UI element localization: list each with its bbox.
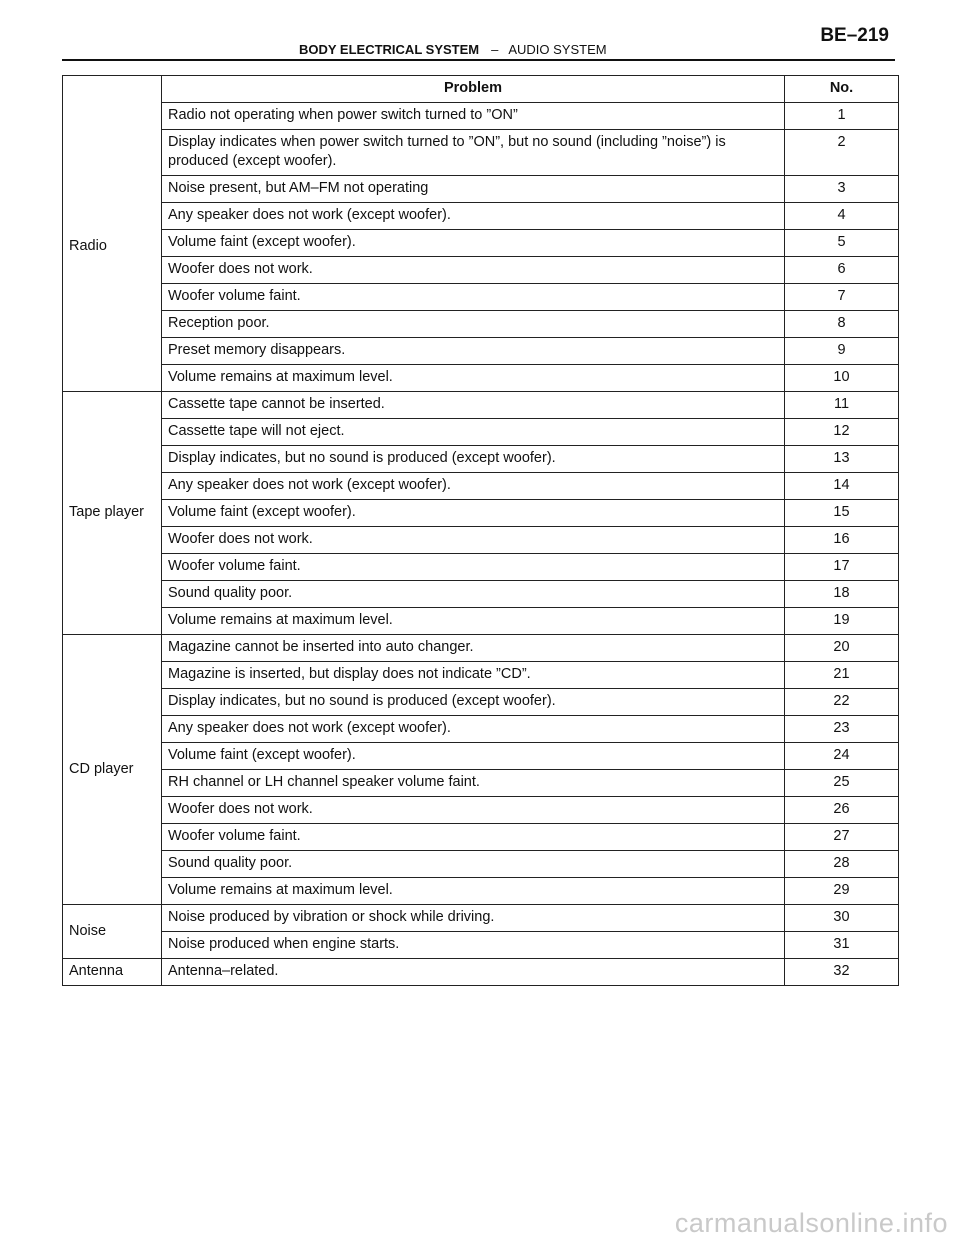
problem-cell: Cassette tape cannot be inserted.	[162, 392, 785, 419]
problem-symptoms-table	[62, 75, 899, 986]
problem-number-cell: 28	[785, 851, 899, 878]
problem-number-cell: 8	[785, 311, 899, 338]
table-row	[63, 905, 899, 932]
category-cell: Antenna	[63, 959, 162, 986]
problem-number-cell: 7	[785, 284, 899, 311]
problem-cell: Display indicates, but no sound is produced (except woofer).	[162, 446, 785, 473]
problem-number-cell: 14	[785, 473, 899, 500]
problem-cell: Cassette tape will not eject.	[162, 419, 785, 446]
table-row	[63, 311, 899, 338]
problem-cell: Volume remains at maximum level.	[162, 365, 785, 392]
problem-number-cell: 17	[785, 554, 899, 581]
problem-cell: Display indicates, but no sound is produced (except woofer).	[162, 689, 785, 716]
problem-cell: Preset memory disappears.	[162, 338, 785, 365]
table-row	[63, 797, 899, 824]
page-number: BE–219	[820, 25, 889, 46]
problem-cell: Noise produced when engine starts.	[162, 932, 785, 959]
problem-number-cell: 2	[785, 130, 899, 176]
table-row	[63, 770, 899, 797]
problem-number-cell: 32	[785, 959, 899, 986]
problem-cell: Noise produced by vibration or shock while driving.	[162, 905, 785, 932]
table-row	[63, 203, 899, 230]
problem-number-cell: 11	[785, 392, 899, 419]
table-row	[63, 743, 899, 770]
problem-number-cell: 13	[785, 446, 899, 473]
problem-cell: Magazine cannot be inserted into auto changer.	[162, 635, 785, 662]
problem-cell: Sound quality poor.	[162, 581, 785, 608]
table-row	[63, 878, 899, 905]
problem-cell: Volume faint (except woofer).	[162, 500, 785, 527]
table-row	[63, 608, 899, 635]
problem-cell: Antenna–related.	[162, 959, 785, 986]
problem-cell: Woofer volume faint.	[162, 824, 785, 851]
running-header	[299, 42, 607, 57]
category-cell: Noise	[63, 905, 162, 959]
problem-number-cell: 1	[785, 103, 899, 130]
problem-cell: Volume faint (except woofer).	[162, 230, 785, 257]
category-cell: CD player	[63, 635, 162, 905]
problem-number-cell: 18	[785, 581, 899, 608]
table-row	[63, 554, 899, 581]
table-row	[63, 716, 899, 743]
problem-number-cell: 9	[785, 338, 899, 365]
table-row	[63, 257, 899, 284]
problem-number-cell: 27	[785, 824, 899, 851]
table-row	[63, 473, 899, 500]
problem-cell: Woofer does not work.	[162, 257, 785, 284]
problem-cell: Woofer does not work.	[162, 797, 785, 824]
problem-number-cell: 4	[785, 203, 899, 230]
problem-number-cell: 16	[785, 527, 899, 554]
problem-number-cell: 6	[785, 257, 899, 284]
problem-number-cell: 24	[785, 743, 899, 770]
problem-cell: Volume remains at maximum level.	[162, 608, 785, 635]
table-row	[63, 500, 899, 527]
problem-cell: Any speaker does not work (except woofer).	[162, 473, 785, 500]
problem-cell: Any speaker does not work (except woofer).	[162, 716, 785, 743]
table-row	[63, 230, 899, 257]
table-row	[63, 527, 899, 554]
problem-number-cell: 22	[785, 689, 899, 716]
problem-cell: Woofer volume faint.	[162, 554, 785, 581]
problem-number-cell: 21	[785, 662, 899, 689]
table-row	[63, 392, 899, 419]
problem-cell: Volume faint (except woofer).	[162, 743, 785, 770]
table-row	[63, 365, 899, 392]
problem-cell: Woofer does not work.	[162, 527, 785, 554]
problem-number-cell: 30	[785, 905, 899, 932]
problem-cell: Volume remains at maximum level.	[162, 878, 785, 905]
category-header-cell	[63, 76, 162, 103]
problem-cell: Sound quality poor.	[162, 851, 785, 878]
problem-number-cell: 31	[785, 932, 899, 959]
problem-number-cell: 20	[785, 635, 899, 662]
table-row	[63, 338, 899, 365]
table-row	[63, 581, 899, 608]
section-title: AUDIO SYSTEM	[508, 42, 607, 57]
table-row	[63, 662, 899, 689]
problem-number-cell: 25	[785, 770, 899, 797]
problem-cell: Woofer volume faint.	[162, 284, 785, 311]
table-row	[63, 824, 899, 851]
table-row	[63, 689, 899, 716]
problem-column-header: Problem	[162, 76, 785, 103]
problem-cell: Any speaker does not work (except woofer).	[162, 203, 785, 230]
system-title: BODY ELECTRICAL SYSTEM	[299, 42, 480, 57]
problem-cell: Reception poor.	[162, 311, 785, 338]
problem-number-cell: 10	[785, 365, 899, 392]
problem-number-cell: 23	[785, 716, 899, 743]
problem-cell: RH channel or LH channel speaker volume faint.	[162, 770, 785, 797]
table-row	[63, 851, 899, 878]
number-column-header: No.	[785, 76, 899, 103]
problem-number-cell: 12	[785, 419, 899, 446]
category-cell: Tape player	[63, 392, 162, 635]
table-row	[63, 419, 899, 446]
problem-number-cell: 3	[785, 176, 899, 203]
category-cell: Radio	[63, 103, 162, 392]
table-header-row	[63, 76, 899, 103]
table-body	[63, 103, 899, 986]
problem-number-cell: 15	[785, 500, 899, 527]
table-row	[63, 959, 899, 986]
problem-cell: Noise present, but AM–FM not operating	[162, 176, 785, 203]
watermark: carmanualsonline.info	[674, 1208, 948, 1238]
table-row	[63, 284, 899, 311]
table-row	[63, 103, 899, 130]
table-row	[63, 635, 899, 662]
table-row	[63, 932, 899, 959]
table-row	[63, 446, 899, 473]
problem-number-cell: 29	[785, 878, 899, 905]
table-row	[63, 130, 899, 176]
table-row	[63, 176, 899, 203]
problem-number-cell: 5	[785, 230, 899, 257]
header-separator: –	[491, 42, 499, 57]
header-rule	[62, 59, 895, 61]
problem-cell: Display indicates when power switch turned to ”ON”, but no sound (including ”noise”) is produced (except woofer).	[162, 130, 785, 176]
problem-cell: Magazine is inserted, but display does not indicate ”CD”.	[162, 662, 785, 689]
problem-number-cell: 19	[785, 608, 899, 635]
problem-cell: Radio not operating when power switch turned to ”ON”	[162, 103, 785, 130]
problem-number-cell: 26	[785, 797, 899, 824]
